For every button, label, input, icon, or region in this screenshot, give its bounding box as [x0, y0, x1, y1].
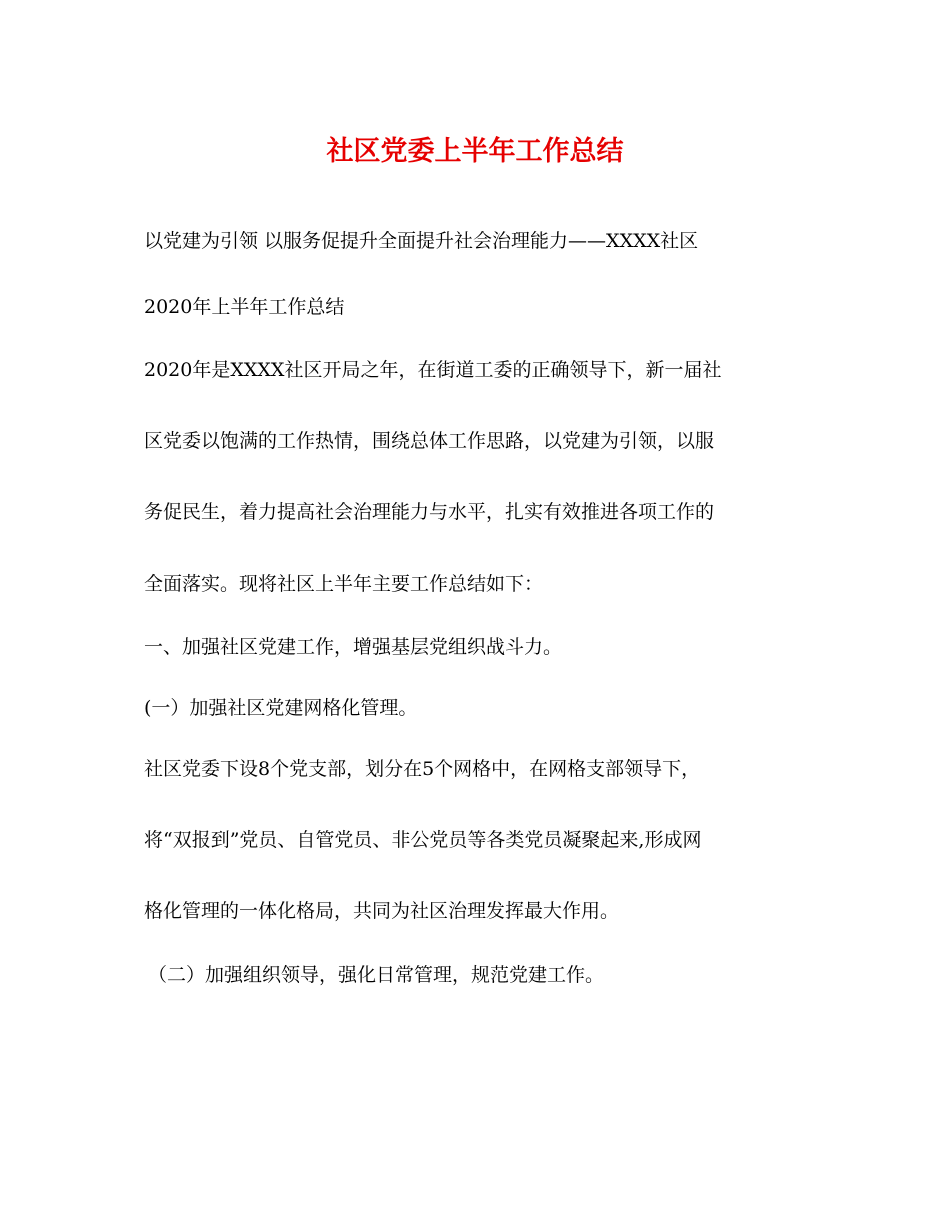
section-heading: 一、加强社区党建工作，增强基层党组织战斗力。: [144, 636, 563, 658]
document-title: 社区党委上半年工作总结: [326, 136, 624, 167]
text-line: 务促民生，着力提高社会治理能力与水平，扎实有效推进各项工作的: [144, 501, 715, 523]
text-line: 以党建为引领 以服务促提升全面提升社会治理能力——XXXX社区: [144, 230, 699, 252]
text-line: 全面落实。现将社区上半年主要工作总结如下：: [144, 573, 544, 595]
text-line: 社区党委下设8个党支部，划分在5个网格中，在网格支部领导下，: [144, 758, 701, 780]
subsection-heading: （二）加强组织领导，强化日常管理，规范党建工作。: [148, 964, 605, 986]
text-line: 2020年上半年工作总结: [144, 296, 345, 318]
text-line: 2020年是XXXX社区开局之年，在街道工委的正确领导下，新一届社: [144, 359, 722, 381]
subsection-heading: (一）加强社区党建网格化管理。: [144, 697, 418, 719]
text-line: 将“双报到”党员、自管党员、非公党员等各类党员凝聚起来,形成网: [144, 829, 702, 851]
text-line: 区党委以饱满的工作热情，围绕总体工作思路，以党建为引领，以服: [144, 430, 715, 452]
text-line: 格化管理的一体化格局，共同为社区治理发挥最大作用。: [144, 900, 620, 922]
